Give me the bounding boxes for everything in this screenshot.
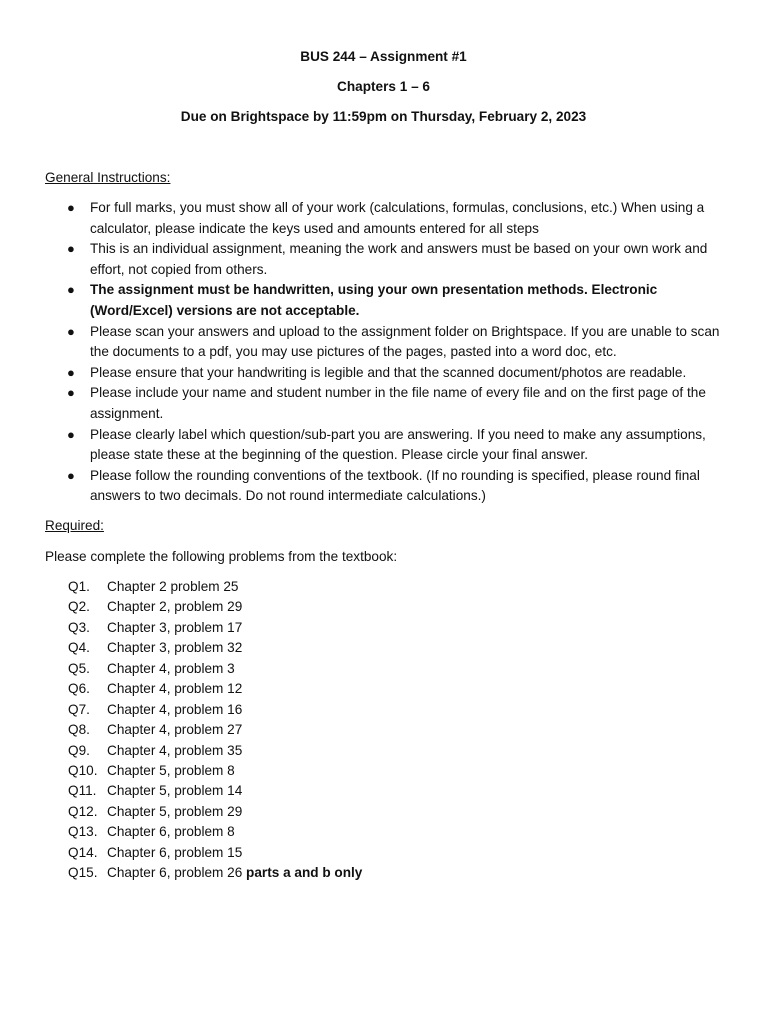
problem-number: Q9. xyxy=(68,742,90,758)
problem-item xyxy=(45,741,722,761)
problem-item xyxy=(45,577,722,597)
problem-item xyxy=(45,659,722,679)
problem-description xyxy=(107,781,242,801)
problem-number: Q3. xyxy=(68,619,90,635)
general-instructions-heading: General Instructions: xyxy=(45,170,171,185)
problem-text: Chapter 4, problem 27 xyxy=(107,722,243,738)
instruction-item: ● Please clearly label which question/sub-part you are answering. If you need to make any assumptions, please state these at the beginning of the question. Please circle your final answer. xyxy=(67,426,706,463)
problem-item xyxy=(45,720,722,740)
problem-description xyxy=(107,679,242,699)
assignment-title: BUS 244 – Assignment #1 xyxy=(300,49,467,64)
problem-text: Chapter 5, problem 14 xyxy=(107,783,243,799)
problem-description xyxy=(107,741,242,761)
problem-text: Chapter 6, problem 8 xyxy=(107,824,235,840)
problem-text: Chapter 2, problem 29 xyxy=(107,599,243,615)
problem-description xyxy=(107,761,235,781)
instruction-item: ● Please include your name and student number in the file name of every file and on the first page of the assignment. xyxy=(67,385,706,421)
problem-number: Q7. xyxy=(68,701,90,717)
problem-item xyxy=(45,822,722,842)
problem-number: Q8. xyxy=(68,722,90,738)
problem-item xyxy=(45,638,722,658)
problem-text: Chapter 5, problem 8 xyxy=(107,762,235,778)
problem-text: Chapter 3, problem 32 xyxy=(107,640,243,656)
problem-description xyxy=(107,638,242,658)
due-date: Due on Brightspace by 11:59pm on Thursday, February 2, 2023 xyxy=(180,109,587,124)
bullet-icon: ● xyxy=(67,241,75,257)
problem-description xyxy=(107,822,235,842)
problem-description xyxy=(107,577,238,597)
instruction-item: ● Please scan your answers and upload to the assignment folder on Brightspace. If you are unable to scan the documents to a pdf, you may use pictures of the pages, pasted into a word doc, etc. xyxy=(67,323,720,360)
problem-item xyxy=(45,843,722,863)
problem-description xyxy=(107,863,362,883)
problem-number: Q2. xyxy=(68,599,90,615)
problem-text: Chapter 4, problem 12 xyxy=(107,681,243,697)
problem-number: Q14. xyxy=(68,844,98,860)
problem-number: Q13. xyxy=(68,824,98,840)
problem-description xyxy=(107,843,242,863)
required-heading: Required: xyxy=(45,517,104,533)
bullet-icon: ● xyxy=(67,282,75,298)
problem-text: Chapter 6, problem 15 xyxy=(107,844,243,860)
problem-number: Q15. xyxy=(68,865,98,881)
problems-list xyxy=(45,577,722,884)
problem-text: Chapter 4, problem 3 xyxy=(107,660,235,676)
problem-description xyxy=(107,720,242,740)
problem-number: Q6. xyxy=(68,681,90,697)
problem-item xyxy=(45,700,722,720)
instruction-item: ● This is an individual assignment, meaning the work and answers must be based on your own work and effort, not copied from others. xyxy=(67,241,708,277)
problem-number: Q12. xyxy=(68,803,98,819)
problem-number: Q11. xyxy=(68,783,97,799)
bullet-icon: ● xyxy=(67,467,75,483)
problem-item xyxy=(45,618,722,638)
problem-item xyxy=(45,781,722,801)
problem-number: Q10. xyxy=(68,762,98,778)
problem-item xyxy=(45,597,722,617)
bullet-icon: ● xyxy=(67,323,75,339)
problem-description xyxy=(107,700,242,720)
problem-item xyxy=(45,679,722,699)
problem-text: Chapter 5, problem 29 xyxy=(107,803,243,819)
chapters-range: Chapters 1 – 6 xyxy=(337,79,430,94)
problem-item xyxy=(45,863,722,883)
instructions-list xyxy=(45,198,722,507)
problem-text: Chapter 3, problem 17 xyxy=(107,619,243,635)
problem-text: Chapter 4, problem 35 xyxy=(107,742,243,758)
problem-description xyxy=(107,659,235,679)
problem-description xyxy=(107,597,242,617)
bullet-icon: ● xyxy=(67,385,75,401)
problem-number: Q5. xyxy=(68,660,90,676)
problem-text: Chapter 6, problem 26 xyxy=(107,865,247,881)
problem-number: Q1. xyxy=(68,578,90,594)
problem-text: Chapter 4, problem 16 xyxy=(107,701,243,717)
bullet-icon: ● xyxy=(67,426,75,442)
instruction-item: ● Please ensure that your handwriting is legible and that the scanned document/photos are readable. xyxy=(45,363,722,384)
problem-description xyxy=(107,802,242,822)
bullet-icon: ● xyxy=(67,364,75,380)
instruction-item: ● The assignment must be handwritten, using your own presentation methods. Electronic (Word/Excel) versions are not acceptable. xyxy=(67,282,658,318)
instruction-item: ● Please follow the rounding conventions of the textbook. (If no rounding is specified, please round final answers to two decimals. Do not round intermediate calculations.) xyxy=(67,467,700,504)
bullet-icon: ● xyxy=(67,200,75,215)
problem-number: Q4. xyxy=(68,640,90,656)
problem-description xyxy=(107,618,242,638)
instruction-item: ● For full marks, you must show all of your work (calculations, formulas, conclusions, etc.) When using a calculator, please indicate the keys used and amounts entered for all steps xyxy=(67,200,705,236)
problem-text: Chapter 2 problem 25 xyxy=(107,578,239,594)
required-intro: Please complete the following problems from the textbook: xyxy=(45,548,398,564)
problem-extra-note: parts a and b only xyxy=(246,865,363,881)
problem-item xyxy=(45,802,722,822)
problem-item xyxy=(45,761,722,781)
